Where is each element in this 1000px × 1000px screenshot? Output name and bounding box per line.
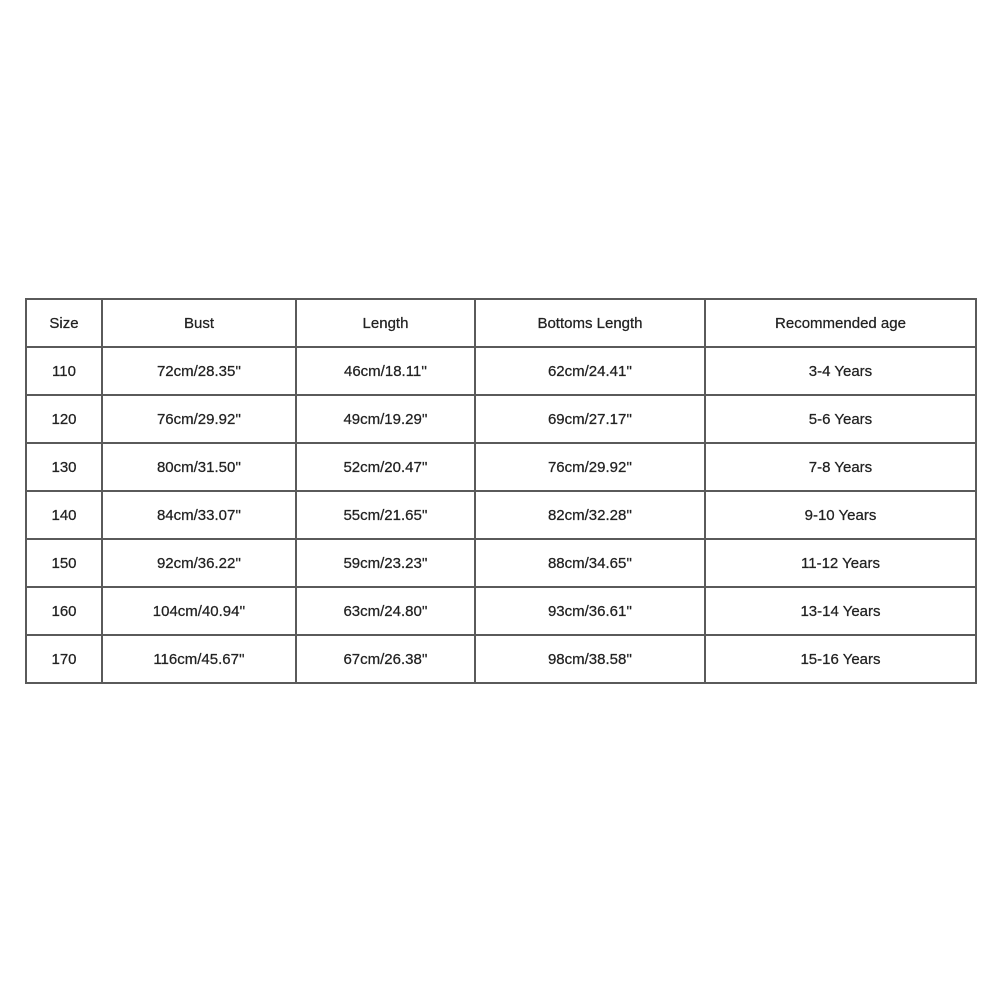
cell-bottoms-length: 98cm/38.58'' xyxy=(475,635,705,683)
cell-length: 46cm/18.11'' xyxy=(296,347,475,395)
size-chart-table xyxy=(25,298,977,684)
cell-bust: 84cm/33.07'' xyxy=(102,491,296,539)
cell-bottoms-length: 62cm/24.41'' xyxy=(475,347,705,395)
cell-size: 160 xyxy=(26,587,102,635)
cell-length: 59cm/23.23'' xyxy=(296,539,475,587)
cell-size: 150 xyxy=(26,539,102,587)
cell-length: 49cm/19.29'' xyxy=(296,395,475,443)
cell-recommended-age: 11-12 Years xyxy=(705,539,976,587)
header-length: Length xyxy=(296,299,475,347)
cell-recommended-age: 3-4 Years xyxy=(705,347,976,395)
cell-bottoms-length: 88cm/34.65'' xyxy=(475,539,705,587)
cell-length: 55cm/21.65'' xyxy=(296,491,475,539)
cell-size: 170 xyxy=(26,635,102,683)
header-bottoms-length: Bottoms Length xyxy=(475,299,705,347)
cell-length: 52cm/20.47'' xyxy=(296,443,475,491)
cell-length: 67cm/26.38'' xyxy=(296,635,475,683)
cell-size: 130 xyxy=(26,443,102,491)
cell-bottoms-length: 69cm/27.17'' xyxy=(475,395,705,443)
cell-bust: 76cm/29.92'' xyxy=(102,395,296,443)
cell-bust: 116cm/45.67'' xyxy=(102,635,296,683)
header-bust: Bust xyxy=(102,299,296,347)
header-size: Size xyxy=(26,299,102,347)
cell-recommended-age: 7-8 Years xyxy=(705,443,976,491)
cell-bust: 80cm/31.50'' xyxy=(102,443,296,491)
cell-bust: 72cm/28.35'' xyxy=(102,347,296,395)
table-row xyxy=(26,443,976,491)
cell-size: 110 xyxy=(26,347,102,395)
cell-recommended-age: 5-6 Years xyxy=(705,395,976,443)
table-header-row xyxy=(26,299,976,347)
cell-recommended-age: 13-14 Years xyxy=(705,587,976,635)
cell-bottoms-length: 76cm/29.92'' xyxy=(475,443,705,491)
table-row xyxy=(26,395,976,443)
cell-size: 120 xyxy=(26,395,102,443)
table-row xyxy=(26,587,976,635)
cell-recommended-age: 15-16 Years xyxy=(705,635,976,683)
table-row xyxy=(26,347,976,395)
cell-size: 140 xyxy=(26,491,102,539)
header-recommended-age: Recommended age xyxy=(705,299,976,347)
cell-length: 63cm/24.80'' xyxy=(296,587,475,635)
cell-bottoms-length: 93cm/36.61'' xyxy=(475,587,705,635)
cell-bottoms-length: 82cm/32.28'' xyxy=(475,491,705,539)
cell-bust: 92cm/36.22'' xyxy=(102,539,296,587)
table-row xyxy=(26,491,976,539)
table-row xyxy=(26,539,976,587)
table-row xyxy=(26,635,976,683)
cell-bust: 104cm/40.94'' xyxy=(102,587,296,635)
cell-recommended-age: 9-10 Years xyxy=(705,491,976,539)
